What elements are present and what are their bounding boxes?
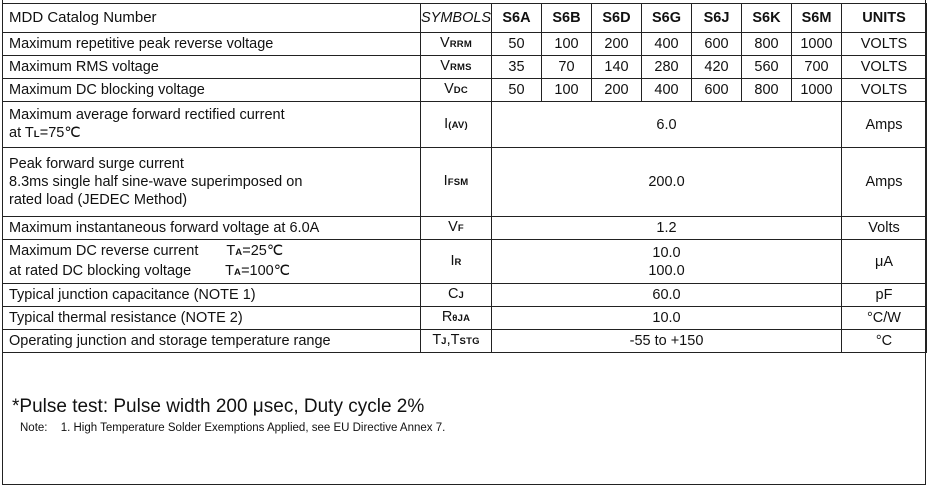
part-header: S6B <box>542 4 592 33</box>
value-cell: 600 <box>692 33 742 56</box>
param-label: Maximum repetitive peak reverse voltage <box>3 33 421 56</box>
row-ifsm <box>3 148 927 217</box>
value-cell: 600 <box>692 79 742 102</box>
value-cell: 420 <box>692 56 742 79</box>
part-header: S6A <box>492 4 542 33</box>
row-rth <box>3 307 927 330</box>
row-vdc <box>3 79 927 102</box>
note-label: Note: <box>20 422 48 434</box>
value-cell: 1.2 <box>492 217 842 240</box>
symbol-cell: VF <box>421 217 492 240</box>
value-cell: 280 <box>642 56 692 79</box>
row-tj <box>3 330 927 353</box>
row-vrrm <box>3 33 927 56</box>
value-cell: 60.0 <box>492 284 842 307</box>
symbol-cell: RθJA <box>421 307 492 330</box>
value-cell: 6.0 <box>492 102 842 148</box>
catalog-header: MDD Catalog Number <box>3 4 421 33</box>
value-cell: 400 <box>642 79 692 102</box>
unit-cell: °C/W <box>842 307 927 330</box>
value-cell: 400 <box>642 33 692 56</box>
value-cell: 1000 <box>792 79 842 102</box>
symbol-cell: I(AV) <box>421 102 492 148</box>
unit-cell: VOLTS <box>842 56 927 79</box>
value-cell: 200 <box>592 33 642 56</box>
value-cell: 10.0 100.0 <box>492 240 842 284</box>
value-cell: 800 <box>742 33 792 56</box>
symbol-cell: VRRM <box>421 33 492 56</box>
value-cell: 50 <box>492 33 542 56</box>
unit-cell: Amps <box>842 148 927 217</box>
unit-cell: VOLTS <box>842 33 927 56</box>
value-cell: 800 <box>742 79 792 102</box>
value-cell: 700 <box>792 56 842 79</box>
unit-cell: Amps <box>842 102 927 148</box>
value-cell: 140 <box>592 56 642 79</box>
row-vrms <box>3 56 927 79</box>
value-cell: 200 <box>592 79 642 102</box>
row-cj <box>3 284 927 307</box>
header-row <box>3 4 927 33</box>
param-label: Maximum DC blocking voltage <box>3 79 421 102</box>
value-cell: 70 <box>542 56 592 79</box>
row-ir <box>3 240 927 284</box>
symbol-cell: VDC <box>421 79 492 102</box>
param-label: Maximum instantaneous forward voltage at 6.0A <box>3 217 421 240</box>
symbol-cell: CJ <box>421 284 492 307</box>
part-header: S6M <box>792 4 842 33</box>
value-cell: 200.0 <box>492 148 842 217</box>
param-label: Operating junction and storage temperature range <box>3 330 421 353</box>
value-cell: 50 <box>492 79 542 102</box>
param-label: Maximum average forward rectified current at TL=75℃ <box>3 102 421 148</box>
pulse-test-note: *Pulse test: Pulse width 200 μsec, Duty cycle 2% <box>12 396 425 417</box>
symbol-cell: VRMS <box>421 56 492 79</box>
value-cell: 100 <box>542 79 592 102</box>
unit-cell: Volts <box>842 217 927 240</box>
value-cell: 1000 <box>792 33 842 56</box>
value-cell: 100 <box>542 33 592 56</box>
value-cell: 10.0 <box>492 307 842 330</box>
part-header: S6K <box>742 4 792 33</box>
symbol-cell: IFSM <box>421 148 492 217</box>
value-cell: 560 <box>742 56 792 79</box>
part-header: S6G <box>642 4 692 33</box>
symbol-cell: TJ,TSTG <box>421 330 492 353</box>
unit-cell: °C <box>842 330 927 353</box>
part-header: S6J <box>692 4 742 33</box>
units-header: UNITS <box>842 4 927 33</box>
symbols-header: SYMBOLS <box>421 4 492 33</box>
param-label: Typical thermal resistance (NOTE 2) <box>3 307 421 330</box>
unit-cell: μA <box>842 240 927 284</box>
param-label: Peak forward surge current 8.3ms single half sine-wave superimposed on rated load (JEDEC Method) <box>3 148 421 217</box>
row-vf <box>3 217 927 240</box>
unit-cell: VOLTS <box>842 79 927 102</box>
value-cell: -55 to +150 <box>492 330 842 353</box>
symbol-cell: IR <box>421 240 492 284</box>
note-text: 1. High Temperature Solder Exemptions Applied, see EU Directive Annex 7. <box>60 422 446 434</box>
footnote <box>20 422 445 434</box>
ratings-table <box>2 3 927 353</box>
value-cell: 35 <box>492 56 542 79</box>
row-iav <box>3 102 927 148</box>
unit-cell: pF <box>842 284 927 307</box>
part-header: S6D <box>592 4 642 33</box>
param-label: Maximum DC reverse current TA=25℃ at rated DC blocking voltage TA=100℃ <box>3 240 421 284</box>
param-label: Typical junction capacitance (NOTE 1) <box>3 284 421 307</box>
param-label: Maximum RMS voltage <box>3 56 421 79</box>
